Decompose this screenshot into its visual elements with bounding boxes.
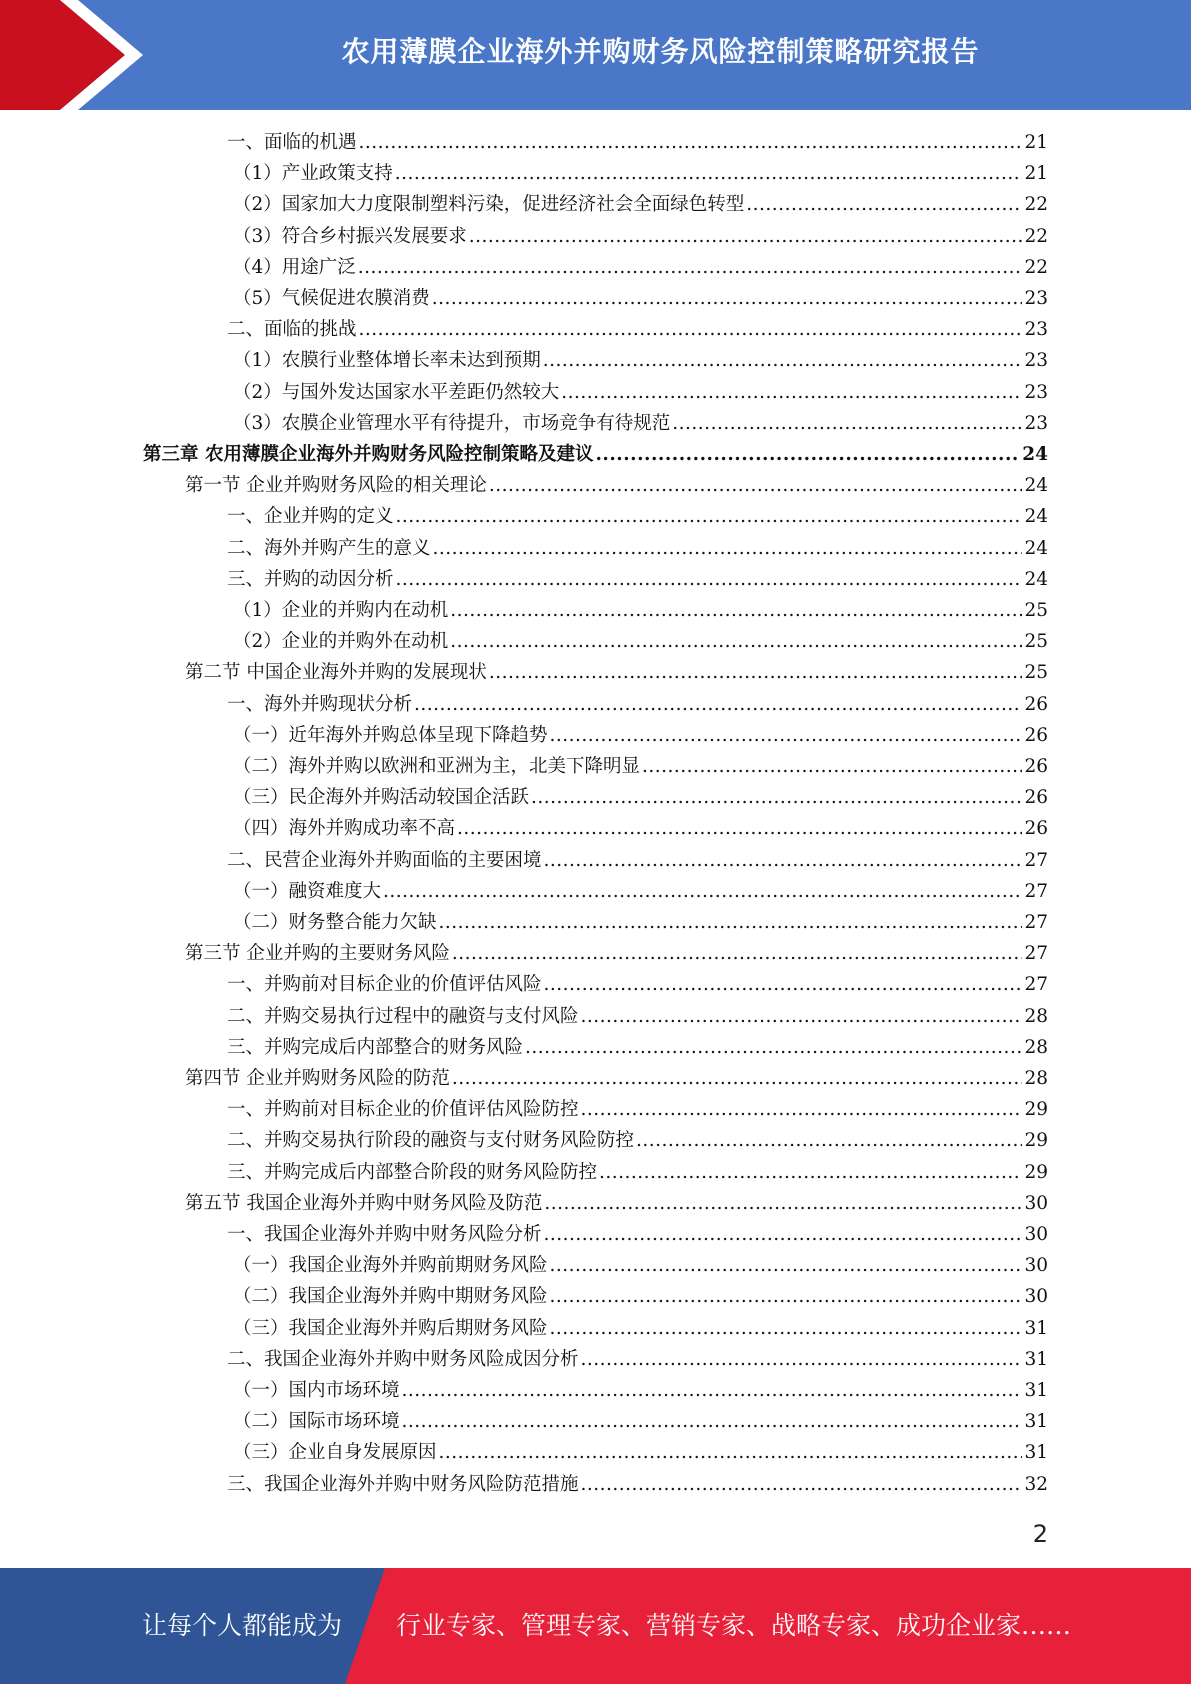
toc-entry-label: 三、并购的动因分析	[227, 568, 394, 590]
toc-leader-dots	[439, 1437, 1023, 1468]
toc-entry[interactable]	[233, 907, 1048, 938]
footer-slogan-left: 让每个人都能成为	[142, 1611, 343, 1640]
toc-leader-dots	[642, 751, 1022, 782]
toc-entry[interactable]	[233, 283, 1048, 314]
toc-entry[interactable]	[233, 377, 1048, 408]
toc-leader-dots	[433, 533, 1023, 564]
toc-leader-dots	[550, 720, 1023, 751]
toc-entry[interactable]	[233, 1313, 1048, 1344]
toc-entry-page: 31	[1024, 1317, 1048, 1339]
toc-entry-page: 23	[1024, 412, 1048, 434]
toc-entry-label: （2）与国外发达国家水平差距仍然较大	[233, 381, 560, 403]
toc-entry-page: 32	[1024, 1473, 1048, 1495]
toc-leader-dots	[457, 813, 1022, 844]
toc-entry-page: 21	[1024, 132, 1048, 153]
toc-entry-label: 一、企业并购的定义	[227, 506, 394, 528]
toc-entry[interactable]	[233, 252, 1048, 283]
toc-entry-label: 一、并购前对目标企业的价值评估风险防控	[227, 1099, 579, 1121]
page-footer	[0, 1568, 1191, 1684]
toc-leader-dots	[550, 1250, 1023, 1281]
toc-entry-label: （1）产业政策支持	[233, 163, 393, 185]
toc-entry-label: 二、面临的挑战	[227, 319, 357, 341]
toc-entry-page: 21	[1024, 163, 1048, 185]
toc-entry-label: （三）我国企业海外并购后期财务风险	[233, 1317, 548, 1339]
toc-entry-page: 30	[1024, 1224, 1048, 1245]
toc-leader-dots	[550, 1313, 1023, 1344]
toc-entry-label: 二、民营企业海外并购面临的主要困境	[227, 849, 542, 871]
toc-entry-page: 22	[1024, 256, 1048, 278]
toc-entry-label: （5）气候促进农膜消费	[233, 288, 430, 309]
toc-entry-page: 23	[1024, 319, 1048, 341]
toc-entry[interactable]	[185, 657, 1048, 688]
toc-entry-page: 26	[1024, 724, 1048, 746]
toc-entry-page: 26	[1024, 693, 1048, 715]
toc-entry-page: 31	[1024, 1348, 1048, 1370]
toc-entry-label: （二）我国企业海外并购中期财务风险	[233, 1286, 548, 1308]
toc-leader-dots	[531, 782, 1022, 813]
toc-leader-dots	[544, 969, 1023, 1000]
toc-entry-page: 26	[1024, 787, 1048, 809]
toc-entry-page: 24	[1024, 568, 1048, 590]
toc-entry[interactable]	[233, 1437, 1048, 1468]
toc-entry-page: 30	[1024, 1255, 1048, 1277]
toc-entry-page: 27	[1024, 880, 1048, 902]
toc-entry-label: 第一节 企业并购财务风险的相关理论	[185, 475, 487, 497]
toc-entry[interactable]	[227, 564, 1048, 595]
toc-entry-page: 22	[1024, 194, 1048, 216]
toc-leader-dots	[402, 1406, 1023, 1437]
toc-entry-label: 三、我国企业海外并购中财务风险防范措施	[227, 1473, 579, 1495]
toc-entry[interactable]	[227, 127, 1048, 158]
toc-entry-label: 一、海外并购现状分析	[227, 693, 413, 715]
toc-entry-label: 一、我国企业海外并购中财务风险分析	[227, 1224, 542, 1245]
toc-entry-page: 22	[1024, 225, 1048, 247]
toc-entry-label: 一、面临的机遇	[227, 132, 357, 153]
toc-entry-page: 25	[1024, 631, 1048, 653]
toc-entry-page: 23	[1024, 381, 1048, 403]
toc-leader-dots	[359, 127, 1023, 158]
toc-entry-label: 第四节 企业并购财务风险的防范	[185, 1068, 450, 1089]
toc-entry[interactable]	[233, 345, 1048, 376]
toc-entry[interactable]	[227, 1469, 1048, 1500]
toc-entry-page: 25	[1024, 600, 1048, 621]
toc-entry[interactable]	[227, 1157, 1048, 1188]
toc-leader-dots	[395, 158, 1023, 189]
toc-entry[interactable]	[233, 408, 1048, 439]
toc-entry-label: 二、我国企业海外并购中财务风险成因分析	[227, 1348, 579, 1370]
toc-entry[interactable]	[227, 1219, 1048, 1250]
toc-leader-dots	[581, 1094, 1023, 1125]
page-number: 2	[1032, 1520, 1048, 1548]
toc-chapter-entry[interactable]	[143, 439, 1048, 470]
toc-leader-dots	[636, 1125, 1022, 1156]
toc-entry-page: 29	[1024, 1130, 1048, 1152]
toc-leader-dots	[432, 283, 1023, 314]
toc-entry[interactable]	[227, 1344, 1048, 1375]
toc-leader-dots	[544, 1219, 1023, 1250]
toc-entry-label: （二）财务整合能力欠缺	[233, 912, 437, 933]
toc-leader-dots	[599, 1157, 1022, 1188]
toc-entry-label: （4）用途广泛	[233, 256, 356, 278]
toc-entry[interactable]	[185, 938, 1048, 969]
toc-leader-dots	[469, 221, 1023, 252]
toc-entry-label: 三、并购完成后内部整合阶段的财务风险防控	[227, 1161, 598, 1183]
toc-leader-dots	[452, 938, 1023, 969]
toc-entry-label: （2）企业的并购外在动机	[233, 631, 449, 653]
toc-entry-label: （3）符合乡村振兴发展要求	[233, 225, 467, 247]
toc-entry[interactable]	[185, 470, 1048, 501]
toc-entry-page: 25	[1024, 662, 1048, 684]
toc-entry[interactable]	[233, 595, 1048, 626]
toc-leader-dots	[525, 1032, 1022, 1063]
toc-entry[interactable]	[233, 813, 1048, 844]
toc-entry-label: 二、并购交易执行过程中的融资与支付风险	[227, 1005, 579, 1027]
toc-entry-label: （一）我国企业海外并购前期财务风险	[233, 1255, 548, 1277]
toc-entry-label: 第二节 中国企业海外并购的发展现状	[185, 662, 487, 684]
toc-entry-label: （二）国际市场环境	[233, 1411, 400, 1433]
toc-entry[interactable]	[227, 1001, 1048, 1032]
toc-leader-dots	[358, 252, 1023, 283]
toc-entry[interactable]	[233, 751, 1048, 782]
toc-entry[interactable]	[227, 969, 1048, 1000]
toc-entry[interactable]	[233, 1250, 1048, 1281]
toc-entry[interactable]	[227, 314, 1048, 345]
toc-leader-dots	[543, 345, 1023, 376]
toc-entry-label: （2）国家加大力度限制塑料污染，促进经济社会全面绿色转型	[233, 194, 745, 216]
toc-leader-dots	[581, 1001, 1023, 1032]
toc-entry-page: 31	[1024, 1380, 1048, 1401]
toc-entry-label: 第三节 企业并购的主要财务风险	[185, 943, 450, 965]
toc-entry-page: 23	[1024, 288, 1048, 309]
toc-entry[interactable]	[233, 876, 1048, 907]
toc-entry[interactable]	[227, 1094, 1048, 1125]
toc-entry[interactable]	[233, 626, 1048, 657]
page-header	[0, 0, 1191, 110]
toc-leader-dots	[489, 657, 1023, 688]
toc-entry-label: 第五节 我国企业海外并购中财务风险及防范	[185, 1192, 543, 1214]
toc-entry-page: 28	[1024, 1005, 1048, 1027]
toc-leader-dots	[544, 845, 1023, 876]
toc-entry-label: （3）农膜企业管理水平有待提升，市场竞争有待规范	[233, 412, 671, 434]
toc-entry[interactable]	[233, 1406, 1048, 1437]
toc-entry-label: （1）农膜行业整体增长率未达到预期	[233, 350, 541, 372]
toc-entry[interactable]	[227, 689, 1048, 720]
toc-entry[interactable]	[185, 1063, 1048, 1094]
toc-leader-dots	[489, 470, 1023, 501]
toc-entry[interactable]	[233, 189, 1048, 220]
toc-entry-page: 26	[1024, 756, 1048, 777]
toc-entry-label: （二）海外并购以欧洲和亚洲为主，北美下降明显	[233, 756, 641, 777]
toc-entry-label: （1）企业的并购内在动机	[233, 600, 449, 621]
toc-leader-dots	[383, 876, 1022, 907]
toc-entry[interactable]	[227, 501, 1048, 532]
toc-entry-page: 31	[1024, 1411, 1048, 1433]
toc-entry[interactable]	[185, 1188, 1048, 1219]
toc-leader-dots	[396, 564, 1023, 595]
toc-leader-dots	[452, 1063, 1023, 1094]
toc-entry-label: （一）国内市场环境	[233, 1380, 400, 1401]
toc-entry[interactable]	[227, 845, 1048, 876]
toc-leader-dots	[450, 626, 1022, 657]
toc-entry[interactable]	[233, 720, 1048, 751]
toc-entry-label: （四）海外并购成功率不高	[233, 818, 456, 840]
toc-entry-label: （一）融资难度大	[233, 880, 382, 902]
toc-entry-page: 24	[1024, 537, 1048, 559]
toc-leader-dots	[396, 501, 1023, 532]
toc-entry-label: （三）企业自身发展原因	[233, 1442, 437, 1464]
toc-entry-page: 24	[1022, 444, 1048, 465]
toc-entry-page: 23	[1024, 350, 1048, 372]
toc-entry-page: 27	[1024, 912, 1048, 933]
toc-entry[interactable]	[233, 1281, 1048, 1312]
toc-entry-label: 二、海外并购产生的意义	[227, 537, 431, 559]
toc-leader-dots	[359, 314, 1023, 345]
toc-leader-dots	[439, 907, 1023, 938]
toc-entry-page: 30	[1024, 1286, 1048, 1308]
header-title: 农用薄膜企业海外并购财务风险控制策略研究报告	[341, 35, 980, 68]
toc-entry[interactable]	[233, 158, 1048, 189]
toc-entry-label: 二、并购交易执行阶段的融资与支付财务风险防控	[227, 1130, 635, 1152]
toc-entry-label: （一）近年海外并购总体呈现下降趋势	[233, 724, 548, 746]
toc-entry[interactable]	[233, 1375, 1048, 1406]
toc-entry-page: 29	[1024, 1161, 1048, 1183]
footer-slogan-right: 行业专家、管理专家、营销专家、战略专家、成功企业家……	[396, 1611, 1072, 1640]
toc-entry-label: 一、并购前对目标企业的价值评估风险	[227, 974, 542, 996]
toc-leader-dots	[561, 377, 1022, 408]
toc-entry-page: 27	[1024, 974, 1048, 996]
toc-leader-dots	[450, 595, 1022, 626]
toc-entry-page: 24	[1024, 475, 1048, 497]
toc-entry-label: （三）民企海外并购活动较国企活跃	[233, 787, 530, 809]
toc-entry-page: 31	[1024, 1442, 1048, 1464]
toc-leader-dots	[595, 439, 1020, 470]
toc-entry-page: 29	[1024, 1099, 1048, 1121]
toc-entry[interactable]	[227, 1032, 1048, 1063]
toc-leader-dots	[672, 408, 1022, 439]
toc-leader-dots	[581, 1344, 1023, 1375]
toc-entry[interactable]	[233, 221, 1048, 252]
toc-entry-label: 第三章 农用薄膜企业海外并购财务风险控制策略及建议	[143, 444, 594, 465]
toc-entry-page: 26	[1024, 818, 1048, 840]
toc-leader-dots	[414, 689, 1022, 720]
toc-entry[interactable]	[233, 782, 1048, 813]
toc-leader-dots	[550, 1281, 1023, 1312]
toc-leader-dots	[581, 1469, 1023, 1500]
toc-leader-dots	[402, 1375, 1023, 1406]
toc-entry[interactable]	[227, 533, 1048, 564]
toc-entry-page: 24	[1024, 506, 1048, 528]
toc-leader-dots	[746, 189, 1022, 220]
toc-entry[interactable]	[227, 1125, 1048, 1156]
toc-entry-page: 27	[1024, 943, 1048, 965]
toc-entry-page: 28	[1024, 1036, 1048, 1058]
toc-entry-page: 30	[1024, 1192, 1048, 1214]
toc-leader-dots	[544, 1188, 1022, 1219]
toc-entry-label: 三、并购完成后内部整合的财务风险	[227, 1036, 524, 1058]
toc-entry-page: 28	[1024, 1068, 1048, 1089]
toc-entry-page: 27	[1024, 849, 1048, 871]
